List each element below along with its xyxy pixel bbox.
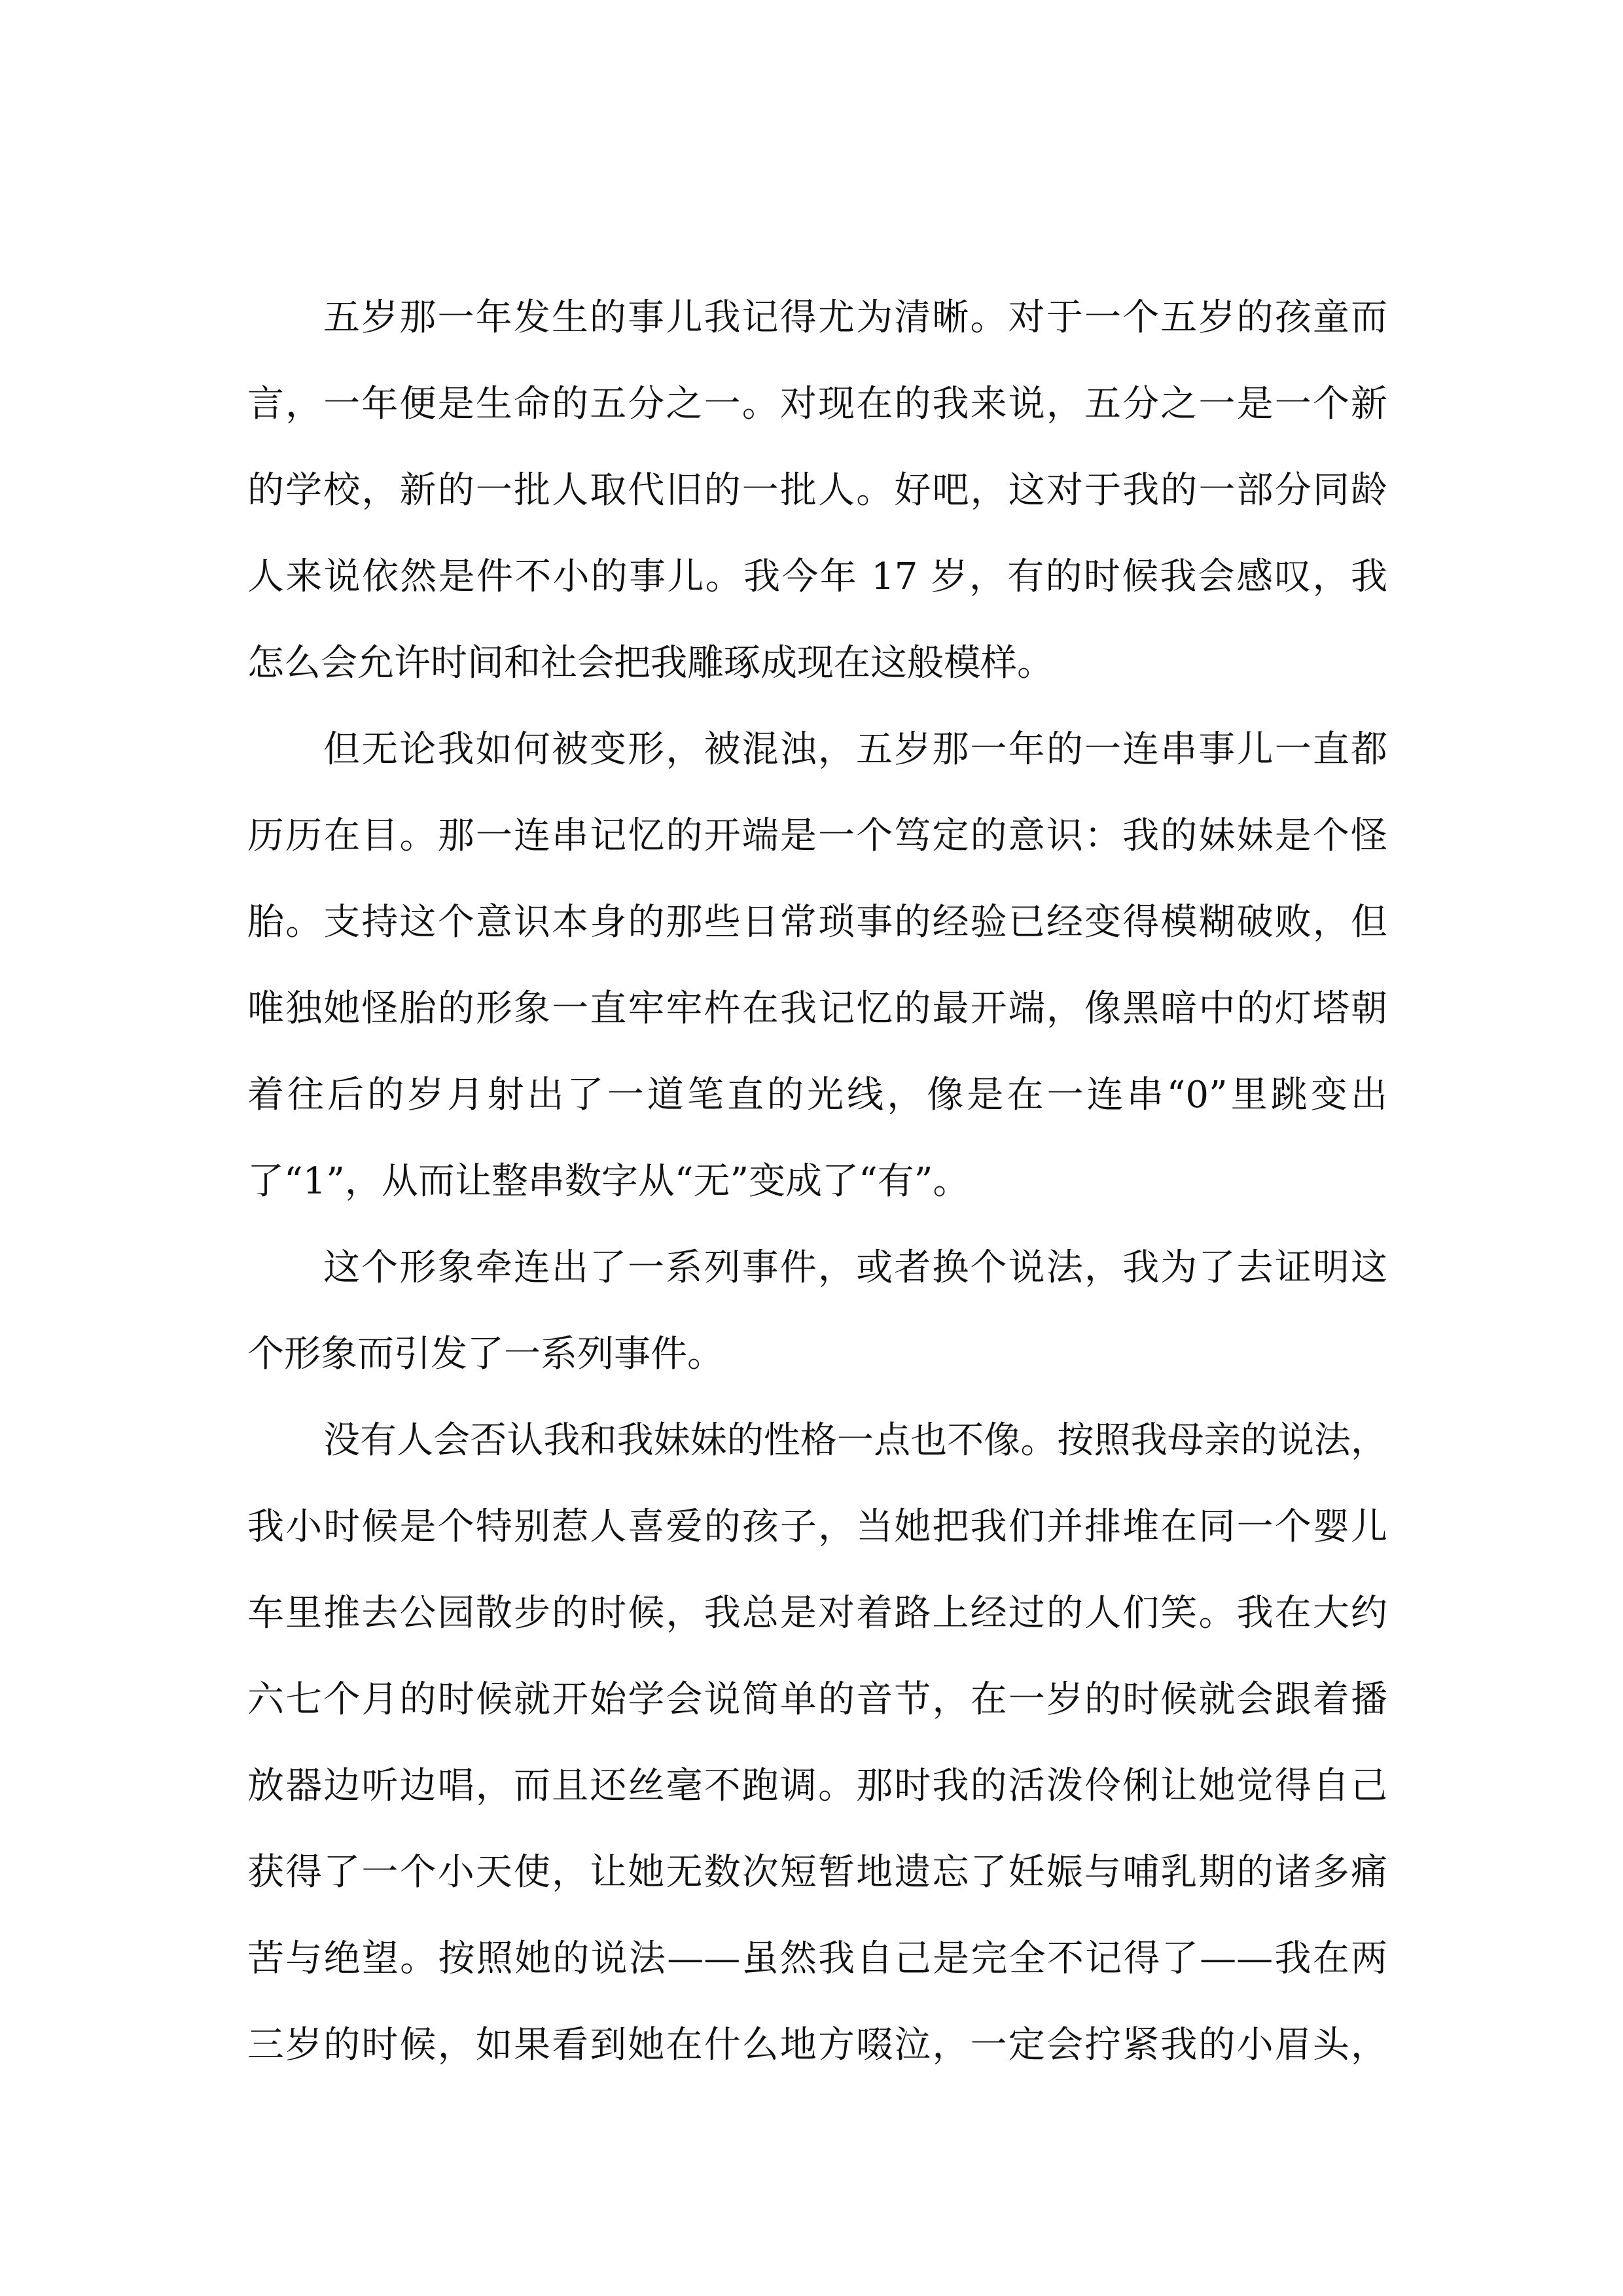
text-line: 言，一年便是生命的五分之一。对现在的我来说，五分之一是一个新 (247, 383, 1387, 425)
text-line: 历历在目。那一连串记忆的开端是一个笃定的意识：我的妹妹是个怪 (247, 815, 1387, 857)
text-line: 获得了一个小天使，让她无数次短暂地遗忘了妊娠与哺乳期的诸多痛 (247, 1851, 1387, 1894)
text-line: 胎。支持这个意识本身的那些日常琐事的经验已经变得模糊破败，但 (247, 901, 1387, 944)
text-line: 车里推去公园散步的时候，我总是对着路上经过的人们笑。我在大约 (247, 1592, 1387, 1634)
text-line: 三岁的时候，如果看到她在什么地方啜泣，一定会拧紧我的小眉头， (247, 2024, 1387, 2066)
text-line: 这个形象牵连出了一系列事件，或者换个说法，我为了去证明这 (323, 1246, 1387, 1289)
text-line: 唯独她怪胎的形象一直牢牢杵在我记忆的最开端，像黑暗中的灯塔朝 (247, 987, 1387, 1030)
body-text (247, 275, 1387, 2089)
paragraph-3 (247, 1225, 1387, 1398)
text-line: 着往后的岁月射出了一道笔直的光线，像是在一连串“0”里跳变出 (247, 1074, 1387, 1116)
paragraph-4 (247, 1398, 1387, 2089)
text-line: 了“1”，从而让整串数字从“无”变成了“有”。 (247, 1160, 970, 1203)
text-line: 的学校，新的一批人取代旧的一批人。好吧，这对于我的一部分同龄 (247, 469, 1387, 512)
text-line: 人来说依然是件不小的事儿。我今年 17 岁，有的时候我会感叹，我 (247, 556, 1387, 598)
text-line: 没有人会否认我和我妹妹的性格一点也不像。按照我母亲的说法， (323, 1419, 1387, 1462)
text-line: 五岁那一年发生的事儿我记得尤为清晰。对于一个五岁的孩童而 (323, 296, 1387, 339)
text-line: 但无论我如何被变形，被混浊，五岁那一年的一连串事儿一直都 (323, 728, 1387, 771)
text-line: 放器边听边唱，而且还丝毫不跑调。那时我的活泼伶俐让她觉得自己 (247, 1765, 1387, 1807)
text-line: 苦与绝望。按照她的说法——虽然我自己是完全不记得了——我在两 (247, 1937, 1387, 1980)
paragraph-1 (247, 275, 1387, 707)
paragraph-2 (247, 707, 1387, 1225)
text-line: 怎么会允许时间和社会把我雕琢成现在这般模样。 (247, 642, 1054, 684)
text-line: 六七个月的时候就开始学会说简单的音节，在一岁的时候就会跟着播 (247, 1678, 1387, 1721)
text-line: 个形象而引发了一系列事件。 (247, 1333, 724, 1375)
text-line: 我小时候是个特别惹人喜爱的孩子，当她把我们并排堆在同一个婴儿 (247, 1506, 1387, 1548)
